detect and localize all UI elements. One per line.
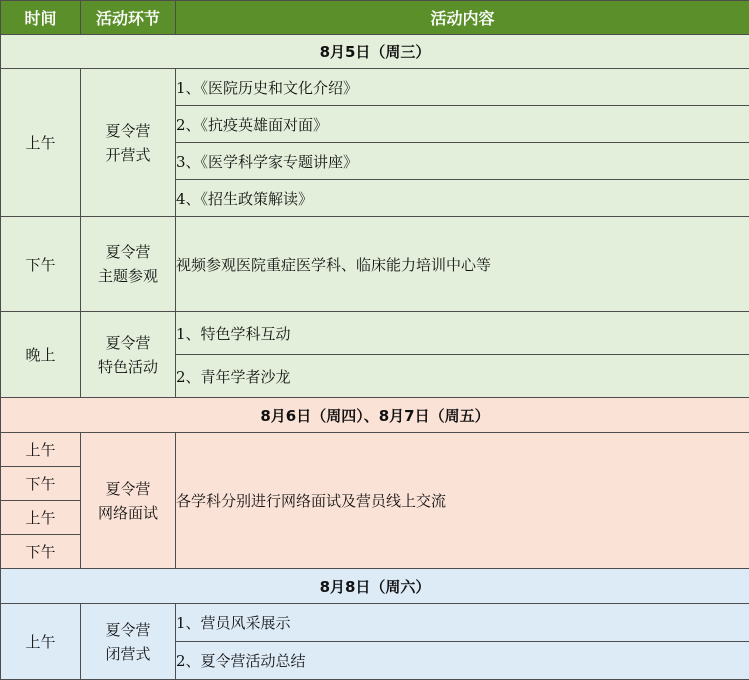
day2-time-2: 下午 — [1, 467, 81, 501]
day1-eve-row-1 — [1, 312, 749, 355]
day2-row-1 — [1, 433, 749, 467]
day1-eve-item-1: 1、特色学科互动 — [176, 312, 749, 355]
segment-line: 网络面试 — [81, 501, 175, 525]
day2-segment — [81, 433, 176, 569]
day2-title-row — [1, 398, 749, 433]
segment-line: 夏令营 — [81, 119, 175, 143]
day3-title: 8月8日（周六） — [1, 569, 749, 604]
day1-title-row — [1, 35, 749, 69]
day1-pm-row — [1, 217, 749, 312]
header-row — [1, 1, 749, 35]
day3-title-row — [1, 569, 749, 604]
segment-line: 夏令营 — [81, 618, 175, 642]
segment-line: 开营式 — [81, 143, 175, 167]
day1-eve-item-2: 2、青年学者沙龙 — [176, 355, 749, 398]
day1-am-time: 上午 — [1, 69, 81, 217]
segment-line: 特色活动 — [81, 355, 175, 379]
day2-time-4: 下午 — [1, 535, 81, 569]
segment-line: 夏令营 — [81, 240, 175, 264]
header-content: 活动内容 — [176, 1, 749, 35]
segment-line: 主题参观 — [81, 264, 175, 288]
segment-line: 夏令营 — [81, 331, 175, 355]
day1-am-item-2: 2、《抗疫英雄面对面》 — [176, 106, 749, 143]
segment-line: 夏令营 — [81, 477, 175, 501]
day2-title: 8月6日（周四）、8月7日（周五） — [1, 398, 749, 433]
day1-pm-time: 下午 — [1, 217, 81, 312]
day1-am-segment — [81, 69, 176, 217]
day2-time-3: 上午 — [1, 501, 81, 535]
day3-am-segment — [81, 604, 176, 680]
day3-am-item-1: 1、营员风采展示 — [176, 604, 749, 642]
day1-am-item-3: 3、《医学科学家专题讲座》 — [176, 143, 749, 180]
day2-time-1: 上午 — [1, 433, 81, 467]
day1-pm-segment — [81, 217, 176, 312]
day1-title: 8月5日（周三） — [1, 35, 749, 69]
day1-am-item-1: 1、《医院历史和文化介绍》 — [176, 69, 749, 106]
day1-pm-content: 视频参观医院重症医学科、临床能力培训中心等 — [176, 217, 749, 312]
day1-am-row-1 — [1, 69, 749, 106]
day1-eve-time: 晚上 — [1, 312, 81, 398]
header-segment: 活动环节 — [81, 1, 176, 35]
day1-am-item-4: 4、《招生政策解读》 — [176, 180, 749, 217]
day2-content: 各学科分别进行网络面试及营员线上交流 — [176, 433, 749, 569]
day3-am-row-1 — [1, 604, 749, 642]
segment-line: 闭营式 — [81, 642, 175, 666]
day1-eve-segment — [81, 312, 176, 398]
day3-am-time: 上午 — [1, 604, 81, 680]
header-time: 时间 — [1, 1, 81, 35]
day3-am-item-2: 2、夏令营活动总结 — [176, 642, 749, 680]
